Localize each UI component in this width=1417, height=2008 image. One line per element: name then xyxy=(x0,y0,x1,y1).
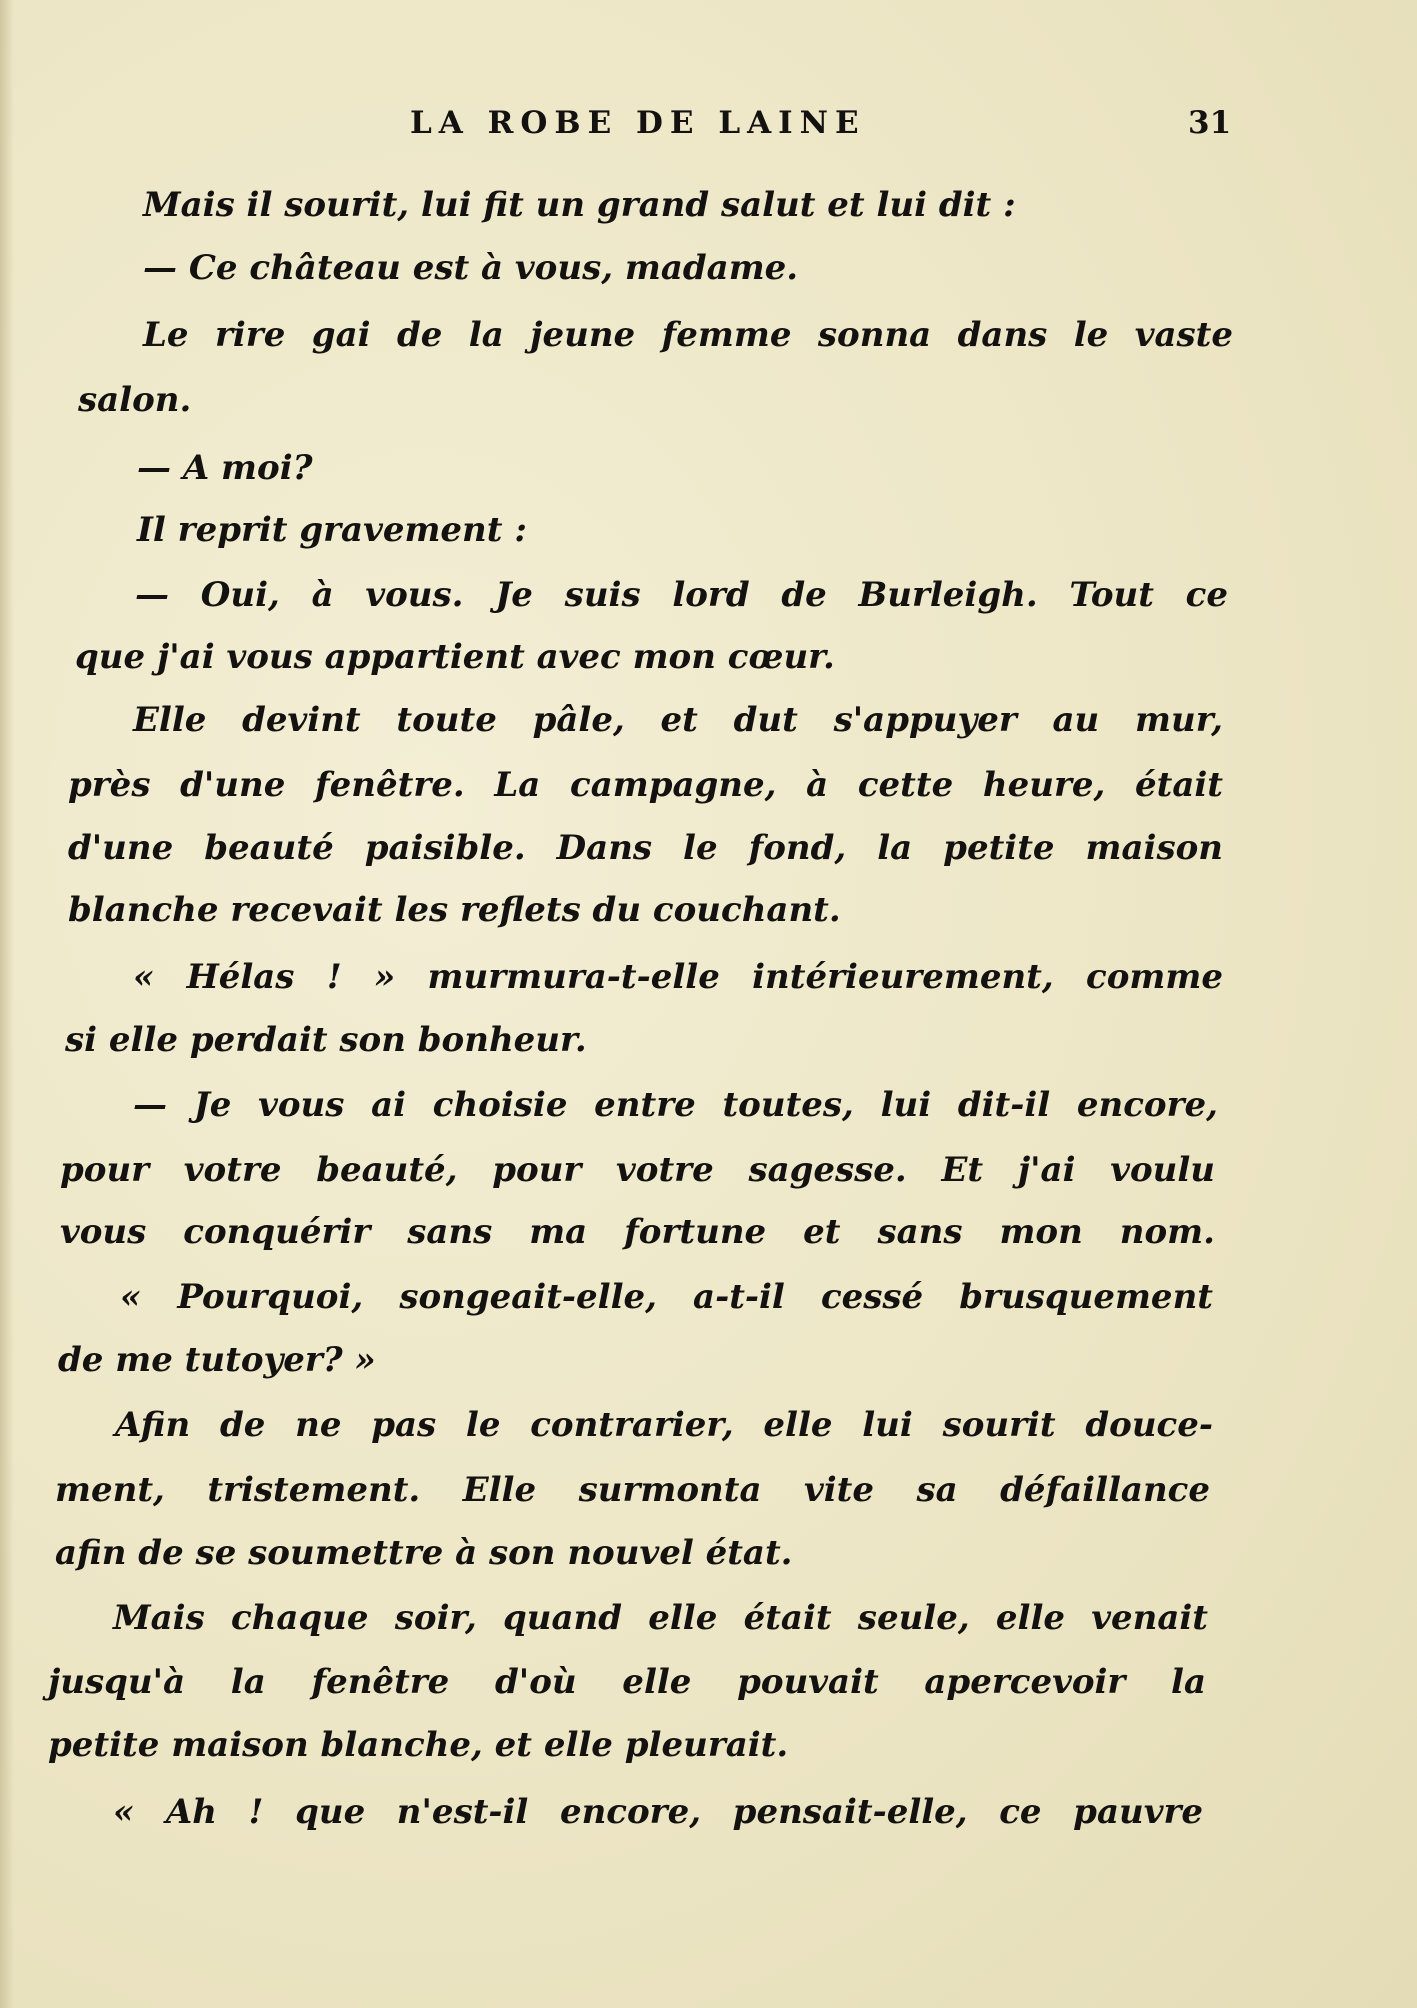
text-line: que j'ai vous appartient avec mon cœur. xyxy=(75,637,835,677)
text-line: pour votre beauté, pour votre sagesse. Et j'ai voulu xyxy=(60,1150,1215,1190)
page-number: 31 xyxy=(1188,105,1232,141)
text-line: — Ce château est à vous, madame. xyxy=(143,248,799,288)
text-line: de me tutoyer? » xyxy=(58,1340,376,1380)
text-line: — A moi? xyxy=(137,448,313,488)
text-line: vous conquérir sans ma fortune et sans mon nom. xyxy=(60,1212,1215,1252)
text-line: Il reprit gravement : xyxy=(137,510,527,550)
text-line: jusqu'à la fenêtre d'où elle pouvait apercevoir la xyxy=(48,1662,1206,1702)
text-line: — Oui, à vous. Je suis lord de Burleigh. Tout ce xyxy=(135,575,1228,615)
text-line: — Je vous ai choisie entre toutes, lui dit-il encore, xyxy=(133,1085,1218,1125)
page-gutter-shadow xyxy=(0,0,14,2008)
text-line: ment, tristement. Elle surmonta vite sa défaillance xyxy=(55,1470,1210,1510)
text-line: d'une beauté paisible. Dans le fond, la petite maison xyxy=(68,828,1223,868)
text-line: « Pourquoi, songeait-elle, a-t-il cessé brusquement xyxy=(120,1277,1213,1317)
text-line: Elle devint toute pâle, et dut s'appuyer au mur, xyxy=(133,700,1223,740)
text-line: Mais il sourit, lui fit un grand salut et lui dit : xyxy=(143,185,1016,225)
text-line: blanche recevait les reflets du couchant. xyxy=(68,890,841,930)
text-line: près d'une fenêtre. La campagne, à cette heure, était xyxy=(68,765,1223,805)
text-line: salon. xyxy=(78,380,192,420)
text-line: petite maison blanche, et elle pleurait. xyxy=(48,1725,789,1765)
text-line: « Hélas ! » murmura-t-elle intérieurement, comme xyxy=(133,957,1223,997)
text-line: afin de se soumettre à son nouvel état. xyxy=(55,1533,793,1573)
text-line: Mais chaque soir, quand elle était seule, elle venait xyxy=(113,1598,1208,1638)
text-line: « Ah ! que n'est-il encore, pensait-elle, ce pauvre xyxy=(113,1792,1203,1832)
text-line: Le rire gai de la jeune femme sonna dans le vaste xyxy=(143,315,1233,355)
text-line: Afin de ne pas le contrarier, elle lui sourit douce- xyxy=(115,1405,1213,1445)
text-line: si elle perdait son bonheur. xyxy=(65,1020,587,1060)
running-title: LA ROBE DE LAINE xyxy=(410,105,866,141)
